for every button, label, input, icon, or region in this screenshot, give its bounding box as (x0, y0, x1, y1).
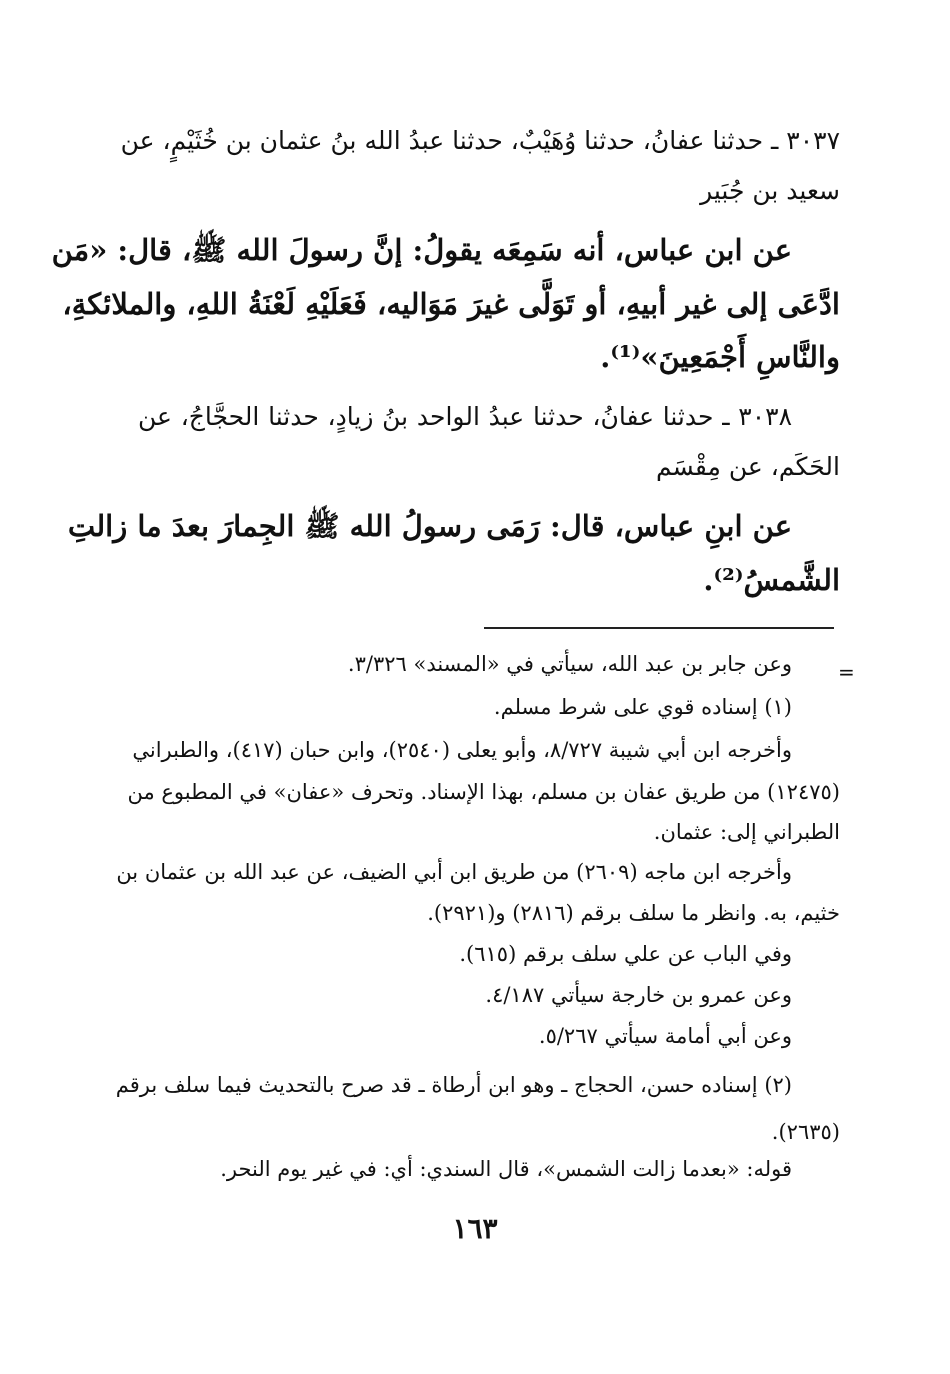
hadith-3037-matn-line-1: عن ابن عباس، أنه سَمِعَه يقولُ: إنَّ رسولَ الله ﷺ، قال: «مَن (51, 233, 792, 267)
footnote-line-10: وعن أبي أمامة سيأتي ٥/٢٦٧. (538, 1024, 792, 1048)
footnote-line-11: (٢) إسناده حسن، الحجاج ـ وهو ابن أرطاة ـ قد صرح بالتحديث فيما سلف برقم (115, 1073, 792, 1097)
footnote-line-4: (١٢٤٧٥) من طريق عفان بن مسلم، بهذا الإسناد. وتحرف «عفان» في المطبوع من (127, 780, 840, 804)
hadith-3037-matn-line-3: والنَّاسِ أَجْمَعِينَ»⁽¹⁾. (600, 340, 840, 374)
footnote-line-8: وفي الباب عن علي سلف برقم (٦١٥). (459, 942, 792, 966)
footnote-line-5: الطبراني إلى: عثمان. (653, 820, 840, 844)
hadith-3038-isnad-line-1: ٣٠٣٨ ـ حدثنا عفانُ، حدثنا عبدُ الواحد بنُ زيادٍ، حدثنا الحجَّاجُ، عن (138, 402, 792, 431)
hadith-3037-matn-line-2: ادَّعَى إلى غير أبيهِ، أو تَوَلَّى غيرَ مَوَاليه، فَعَلَيْهِ لَعْنَةُ اللهِ، والملائكةِ، (62, 287, 840, 321)
footnote-line-13: قوله: «بعدما زالت الشمس»، قال السندي: أي: في غير يوم النحر. (220, 1157, 792, 1181)
continuation-mark: = (838, 660, 855, 684)
hadith-3038-isnad-line-2: الحَكَم، عن مِقْسَم (655, 452, 840, 481)
footnote-line-2: (١) إسناده قوي على شرط مسلم. (493, 695, 792, 719)
hadith-3037-isnad-line-1: ٣٠٣٧ ـ حدثنا عفانُ، حدثنا وُهَيْبٌ، حدثنا عبدُ الله بنُ عثمان بن خُثَيْمٍ، عن (120, 126, 840, 155)
footnote-line-12: (٢٦٣٥). (771, 1120, 840, 1144)
footnote-line-9: وعن عمرو بن خارجة سيأتي ٤/١٨٧. (485, 983, 792, 1007)
footnote-line-3: وأخرجه ابن أبي شيبة ٨/٧٢٧، وأبو يعلى (٢٥٤٠)، وابن حبان (٤١٧)، والطبراني (132, 738, 792, 762)
hadith-3037-isnad-line-2: سعيد بن جُبَير (700, 176, 840, 205)
footnote-separator (484, 627, 834, 629)
hadith-3038-matn-line-1: عن ابنِ عباس، قال: رَمَى رسولُ الله ﷺ الجِمارَ بعدَ ما زالتِ (67, 509, 792, 543)
footnote-line-6: وأخرجه ابن ماجه (٢٦٠٩) من طريق ابن أبي الضيف، عن عبد الله بن عثمان بن (116, 860, 792, 884)
page-number: ١٦٣ (452, 1212, 498, 1245)
footnote-line-7: خثيم، به. وانظر ما سلف برقم (٢٨١٦) و(٢٩٢١). (427, 901, 840, 925)
footnote-line-1: وعن جابر بن عبد الله، سيأتي في «المسند» ٣/٣٢٦. (347, 652, 792, 676)
hadith-3038-matn-line-2: الشَّمسُ⁽²⁾. (703, 563, 840, 597)
